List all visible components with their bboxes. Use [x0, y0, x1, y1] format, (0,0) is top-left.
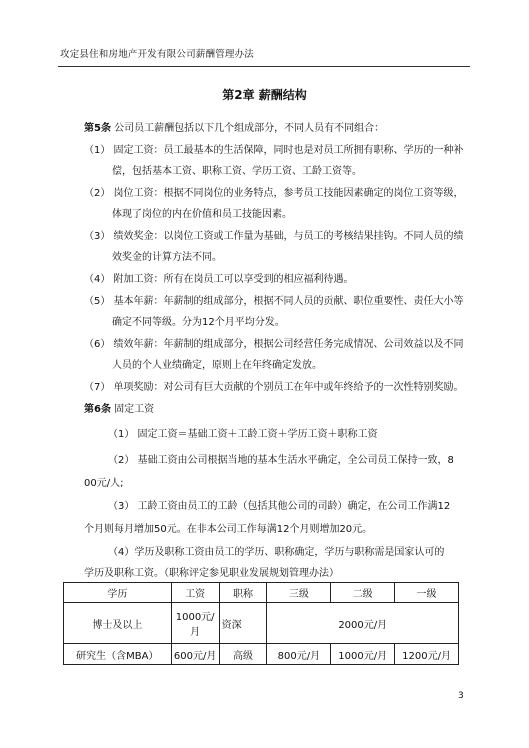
- article-label: 第6条: [84, 404, 111, 415]
- paragraph-line: （3） 工龄工资由员工的工龄（包括其他公司的司龄）确定，在公司工作满12: [108, 501, 451, 512]
- table-header-cell: 二级: [331, 583, 395, 603]
- table-cell: 研究生（含MBA）: [64, 644, 172, 665]
- article-label: 第5条: [84, 123, 111, 134]
- paragraph-line: （6） 绩效年薪：年薪制的组成部分，根据公司经营任务完成情况、公司效益以及不同: [84, 339, 464, 350]
- paragraph-line: （2） 基础工资由公司根据当地的基本生活水平确定，全公司员工保持一致，8: [108, 455, 454, 466]
- line-text: 公司员工薪酬包括以下几个组成部分，不同人员有不同组合：: [110, 123, 385, 134]
- salary-table: [63, 582, 459, 665]
- paragraph-line: 个月则每月增加50元。在非本公司工作每满12个月则增加20元。: [84, 524, 373, 535]
- paragraph-line: 学历及职称工资。（职称评定参见职业发展规划管理办法）: [84, 568, 339, 579]
- table-header-cell: 三级: [267, 583, 331, 603]
- table-cell: 1000元/月: [331, 644, 395, 665]
- line-text: 固定工资: [110, 404, 155, 415]
- table-row: [64, 603, 459, 644]
- article-6-line: [84, 403, 154, 417]
- header-divider: [58, 66, 470, 67]
- chapter-title: 第2章 薪酬结构: [222, 88, 307, 102]
- paragraph-line: 体现了岗位的内在价值和员工技能因素。: [112, 209, 292, 220]
- paragraph-line: （2） 岗位工资：根据不同岗位的业务特点，参考员工技能因素确定的岗位工资等级，: [84, 188, 464, 199]
- table-header-cell: 学历: [64, 583, 172, 603]
- table-cell: 600元/月: [171, 644, 219, 665]
- page-number: 3: [458, 691, 464, 701]
- table-header-cell: 职称: [219, 583, 267, 603]
- paragraph-line: （4）学历及职称工资由员工的学历、职称确定，学历与职称需是国家认可的: [108, 547, 445, 558]
- paragraph-line: （4） 附加工资：所有在岗员工可以享受到的相应福利待遇。: [84, 274, 354, 285]
- paragraph-line: （1） 固定工资＝基础工资＋工龄工资＋学历工资＋职称工资: [108, 429, 378, 440]
- paragraph-line: 偿，包括基本工资、职称工资、学历工资、工龄工资等。: [112, 166, 362, 177]
- table-cell: 800元/月: [267, 644, 331, 665]
- paragraph-line: 人员的个人业绩确定，原则上在年终确定发放。: [112, 360, 322, 371]
- article-5-line: [84, 122, 384, 136]
- paragraph-line: （1） 固定工资：员工最基本的生活保障，同时也是对员工所拥有职称、学历的一种补: [84, 145, 464, 156]
- table-cell: 1200元/月: [395, 644, 459, 665]
- table-header-row: [64, 583, 459, 603]
- paragraph-line: （7） 单项奖励：对公司有巨大贡献的个别员工在年中或年终给予的一次性特别奖励。: [84, 382, 464, 393]
- table-cell: 2000元/月: [267, 603, 459, 644]
- table-cell: 1000元/月: [171, 603, 219, 644]
- table-cell: 高级: [219, 644, 267, 665]
- paragraph-line: （5） 基本年薪：年薪制的组成部分，根据不同人员的贡献、职位重要性、责任大小等: [84, 296, 464, 307]
- paragraph-line: （3） 绩效奖金：以岗位工资或工作量为基础，与员工的考核结果挂钩。不同人员的绩: [84, 231, 464, 242]
- table-cell: 资深: [219, 603, 267, 644]
- table-cell: 博士及以上: [64, 603, 172, 644]
- table-header-cell: 工资: [171, 583, 219, 603]
- paragraph-line: 效奖金的计算方法不同。: [112, 252, 222, 263]
- paragraph-line: 00元/人;: [84, 478, 124, 489]
- paragraph-line: 确定不同等级。分为12个月平均分发。: [112, 317, 285, 328]
- table-row: [64, 644, 459, 665]
- page-header: 攻定县住和房地产开发有限公司薪酬管理办法: [60, 49, 255, 60]
- table-header-cell: 一级: [395, 583, 459, 603]
